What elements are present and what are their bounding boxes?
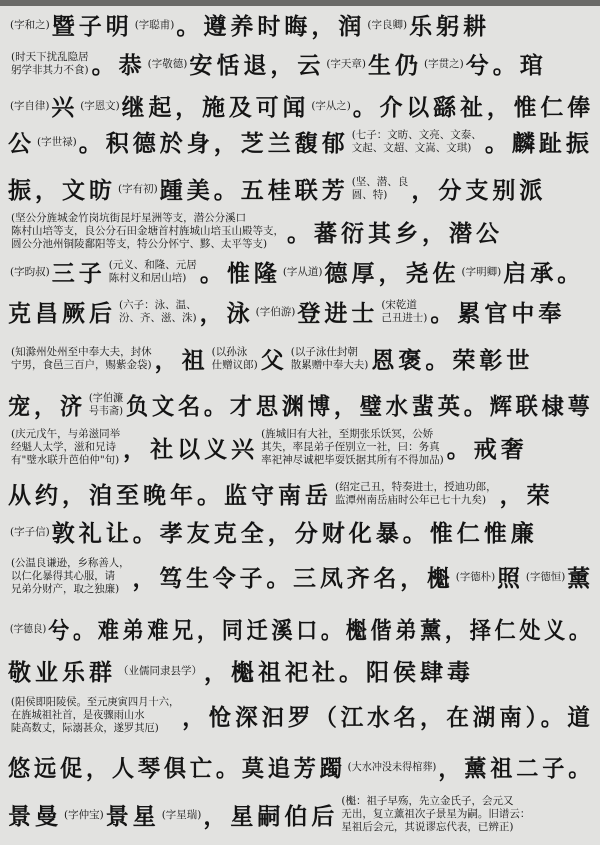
text-line (8, 750, 595, 783)
main-text: 继起，施及可闻 (121, 94, 310, 121)
main-text: ，社以义兴 (123, 436, 259, 463)
inline-annotation: (字德朴) (455, 571, 496, 583)
annotation-line: (坚、潜、良 (351, 175, 409, 188)
main-text: 踵美。五桂联芳 (159, 177, 349, 204)
inline-annotation: (字恩文) (80, 100, 120, 112)
main-text: 。惟隆 (199, 260, 281, 287)
inline-annotation: (字天章) (326, 58, 367, 70)
annotation-line: 其失，率昆弟子侄别立一社，曰：务真 (261, 441, 440, 453)
main-text: 敦礼让。孝友克全，分财化暴。惟仁惟廉 (51, 520, 538, 547)
annotation-line: (公温良谦逊，乡称善人， (10, 557, 130, 569)
inline-annotation: (字和之) (10, 19, 50, 31)
main-text: 景曼 (8, 803, 62, 830)
main-text: 宠，济 (8, 393, 86, 420)
multiline-annotation (261, 428, 444, 467)
annotation-line: 圆、特) (351, 188, 388, 201)
main-text: 。麟趾振 (484, 130, 593, 157)
main-text: 乐躬耕 (409, 13, 491, 40)
inline-annotation: (字德恒) (525, 571, 566, 583)
main-text: ，泳 (199, 300, 254, 327)
multiline-annotation (89, 392, 123, 418)
inline-annotation: (字昀叔) (10, 266, 50, 278)
text-line (8, 8, 594, 41)
annotation-line: 在旌城祖社首，是夜骤雨山水 (10, 709, 145, 721)
text-line (8, 172, 594, 205)
multiline-annotation (11, 696, 179, 735)
text-line (8, 696, 594, 735)
annotation-line: 躬学非其力不食) (11, 63, 89, 76)
multiline-annotation (212, 346, 258, 372)
multiline-annotation (11, 428, 120, 467)
inline-annotation: (字星瑞) (161, 809, 202, 821)
inline-annotation: (字伯游) (255, 306, 296, 318)
inline-annotation: (字敬德) (147, 58, 188, 70)
annotation-line: 以仁化暴得其心服，请 (10, 570, 116, 582)
main-text: 负文名。才思渊博，璧水蜚英。辉联棣萼 (125, 393, 594, 420)
annotation-line: 兄弟分财产，取之独廉) (10, 583, 120, 595)
text-line (8, 89, 595, 122)
annotation-line: 号韦斋) (88, 404, 124, 417)
main-text: ，荣 (499, 482, 554, 509)
inline-annotation: (字自律) (9, 100, 50, 112)
inline-annotation: (字聪甫) (134, 19, 175, 31)
main-text: 悠远促，人琴俱亡。莫追芳躅 (8, 755, 346, 782)
annotation-line: 陡高数丈，际溺甚众，遂罗其厄) (10, 722, 159, 734)
annotation-line: 散累赠中奉大夫) (290, 358, 369, 371)
main-text: 登进士 (297, 300, 379, 327)
multiline-annotation (291, 346, 369, 372)
annotation-line: 经魁人太学，滋和兄诗 (11, 441, 116, 453)
main-text: ，薰祖二子。 (438, 755, 595, 782)
annotation-line: 率祀神尽诚杷毕耍饫据其所有不得加品) (261, 454, 444, 466)
text-line (8, 255, 594, 288)
annotation-line: (以孙泳 (211, 345, 248, 358)
main-text: 。介以繇祉，惟仁俸 (352, 94, 595, 121)
text-line (8, 477, 594, 510)
annotation-line: (绍定己丑，特奏进士，授迪功郎， (335, 480, 497, 493)
main-text: 暨子明 (51, 13, 133, 40)
annotation-line: 仕赠议郎) (211, 358, 258, 371)
annotation-line: (六子：泳、温、 (119, 298, 197, 311)
main-text: 德厚，尧佐 (324, 260, 460, 287)
annotation-line: 有"璧水联升芭伯仲"句) (11, 454, 120, 466)
annotation-line: 汾、齐、滋、洙) (119, 311, 197, 324)
multiline-annotation (335, 481, 497, 507)
inline-annotation: (字有初) (118, 183, 158, 195)
main-text: 。累官中奉 (430, 300, 566, 327)
text-line (8, 212, 594, 251)
text-line (8, 428, 594, 467)
text-line (8, 388, 594, 421)
inline-annotation: (字仲宝) (64, 809, 104, 821)
inline-annotation: (字良卿) (367, 19, 408, 31)
text-line (8, 47, 594, 80)
main-text: 恩褒。荣彰世 (371, 347, 534, 374)
inline-annotation: (字明卿) (461, 266, 502, 278)
text-line (8, 295, 594, 328)
text-line (8, 125, 594, 158)
annotation-line: (字伯濂 (88, 391, 124, 404)
annotation-line: 陈村山培等支，良公分石田金塘首村旌城山培玉山殿等支， (11, 225, 284, 237)
multiline-annotation (11, 212, 284, 251)
text-line (8, 612, 594, 645)
main-text: 。蕃衍其乡，潜公 (287, 220, 503, 247)
inline-annotation: (字贯之) (424, 58, 464, 70)
text-line (8, 795, 594, 834)
top-edge (0, 0, 600, 6)
main-text: 恭 (118, 52, 146, 79)
text-line (8, 515, 594, 548)
annotation-line: (阳侯即阳陵侯。至元庚寅四月十六， (10, 696, 180, 708)
inline-annotation: (大水冲没未得棺葬) (347, 761, 437, 773)
inline-annotation: (字从之) (311, 100, 351, 112)
annotation-line: (旌城旧有大社，至期张乐饫冥，公娇 (261, 428, 434, 440)
annotation-line: 宁男，食邑三百户，赐紫金袋) (11, 358, 152, 371)
main-text: 。 (91, 52, 119, 79)
main-text: 父 (260, 347, 288, 374)
main-text: ，怆深汩罗（江水名，在湖南）。道 (182, 704, 594, 731)
main-text: 兴 (51, 94, 79, 121)
multiline-annotation (352, 176, 409, 202)
multiline-annotation (381, 299, 427, 325)
main-text: 兮。琯 (465, 52, 547, 79)
annotation-line: 文起、文超、文嵩、文琪) (351, 141, 472, 154)
annotation-line: 星祖后会元，其说谬忘代表，已辨正) (341, 821, 514, 833)
annotation-line: (宋乾道 (381, 298, 417, 311)
multiline-annotation (11, 557, 130, 596)
main-text: 照 (497, 565, 524, 592)
main-text: 景星 (105, 803, 160, 830)
annotation-line: 监潭州南岳庙时公年已七十九矣) (335, 493, 487, 506)
annotation-line: (庆元戊午，与弟滋同举 (11, 428, 121, 440)
main-text: 兮。难弟难兄，同迁溪口。櫆偕弟薰，择仁处义。 (48, 617, 594, 644)
annotation-line: (櫆：祖子早殇，先立金氏子，会元又 (341, 795, 514, 807)
main-text: 。遵养时晦，润 (176, 13, 366, 40)
inline-annotation: (字德良) (9, 623, 47, 635)
multiline-annotation (119, 299, 197, 325)
inline-annotation: (字子信) (10, 526, 50, 538)
main-text: 敬业乐群 (8, 659, 116, 686)
multiline-annotation (352, 129, 482, 155)
main-text: 从约，洎至晚年。监守南岳 (8, 482, 332, 509)
annotation-line: (坚公分旌城金竹岗坑街昆圩星洲等支，潜公分溪口 (11, 212, 247, 224)
main-text: 公 (8, 130, 35, 157)
annotation-line: 陈村义和居山培) (108, 271, 187, 284)
inline-annotation: (字从道) (282, 266, 323, 278)
text-line (8, 557, 595, 596)
main-text: 克昌厥后 (8, 300, 116, 327)
main-text: ，分支别派 (411, 177, 547, 204)
main-text: 三子 (51, 260, 106, 287)
annotation-line: (七子：文昉、文亮、文泰、 (351, 128, 482, 141)
annotation-line: (知滁州处州至中奉大夫，封休 (11, 345, 152, 358)
text-line (8, 654, 594, 687)
main-text: ，笃生令子。三凤齐名，櫆 (132, 565, 454, 592)
main-text: 。积德於身，芝兰馥郁 (78, 130, 349, 157)
main-text: 生仍 (368, 52, 423, 79)
annotation-line: 无出，复立薰祖次子景星为嗣。旧谱云： (341, 808, 531, 820)
main-text: 启承。 (503, 260, 585, 287)
inline-annotation: (字世禄) (37, 136, 77, 148)
main-text: 。戒奢 (446, 436, 528, 463)
multiline-annotation (11, 51, 89, 77)
main-text: 振，文昉 (8, 177, 116, 204)
main-text: ，星嗣伯后 (203, 803, 339, 830)
main-text: ，祖 (154, 347, 209, 374)
multiline-annotation (11, 346, 152, 372)
annotation-line: (以子泳仕封朝 (290, 345, 358, 358)
annotation-line: 圆公分池州铜陵鄱阳等支，特公分怀宁、黟、太平等支) (11, 238, 268, 250)
multiline-annotation (341, 795, 530, 834)
annotation-line: (元义、和隆、元居 (108, 258, 197, 271)
annotation-line: 己丑进士) (381, 311, 428, 324)
text-line (8, 342, 594, 375)
inline-annotation: （业儒同隶县学） (118, 665, 202, 677)
multiline-annotation (109, 259, 197, 285)
main-text: 安恬退，云 (189, 52, 325, 79)
main-text: ，櫆祖祀社。阳侯肆毒 (204, 659, 474, 686)
annotation-line: (时天下扰乱隐居 (11, 50, 89, 63)
main-text: 薰 (567, 565, 595, 592)
